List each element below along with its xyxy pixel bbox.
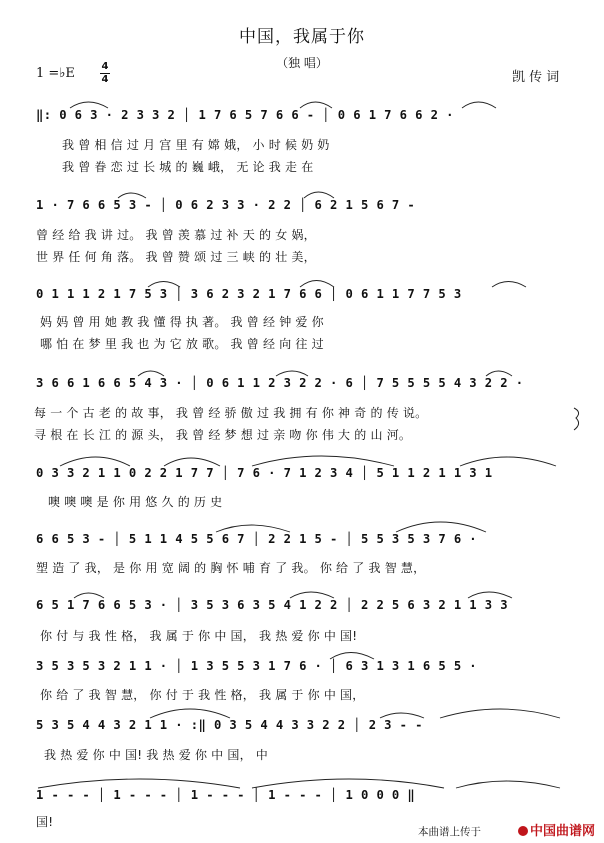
bracket-mark [574,408,579,430]
lyric-line: 世 界 任 何 角 落。 我 曾 赞 颂 过 三 峡 的 壮 美， [36,250,316,264]
slur-mark [276,371,308,376]
lyric-line: 国! [36,815,54,829]
slur-mark [38,779,240,788]
lyric-line: 你 给 了 我 智 慧， 你 付 于 我 性 格， 我 属 于 你 中 国， [40,688,365,702]
notation-line: 0 1 1 1 2 1 7 5 3 │ 3 6 2 3 2 1 7 6 6 │ 0 6 1 1 7 7 5 3 [36,287,462,301]
slur-mark [252,456,394,466]
notation-line: 3 5 3 5 3 2 1 1 · │ 1 3 5 5 3 1 7 6 · │ 6 3 1 3 1 6 5 5 · [36,659,478,673]
lyric-line: 寻 根 在 长 江 的 源 头， 我 曾 经 梦 想 过 亲 吻 你 伟 大 的 山 河。 [34,428,412,442]
lyric-line: 你 付 与 我 性 格， 我 属 于 你 中 国， 我 热 爱 你 中 国! [40,629,358,643]
slur-mark [492,282,526,288]
slur-mark [118,193,146,198]
lyric-line: 每 一 个 古 老 的 故 事， 我 曾 经 骄 傲 过 我 拥 有 你 神 奇 的 传 说。 [34,406,428,420]
slur-mark [150,709,230,718]
slur-mark [396,522,486,532]
notation-line: 6 5 1 7 6 6 5 3 · │ 3 5 3 6 3 5 4 1 2 2 │ 2 2 5 6 3 2 1 1 3 3 [36,598,508,612]
logo-dot-icon [518,826,528,836]
slur-mark [60,457,130,466]
logo-text: 中国曲谱网 [530,824,596,839]
slur-mark [330,653,374,660]
notation-line: 5 3 5 4 4 3 2 1 1 · :‖ 0 3 5 4 4 3 3 2 2 │ 2 3 - - [36,718,423,732]
slur-mark [462,102,496,108]
site-logo [518,820,595,839]
lyric-line: 我 热 爱 你 中 国! 我 热 爱 你 中 国， 中 [44,748,268,762]
slur-mark [468,592,512,598]
meter-bottom: 4 [101,74,109,85]
slur-mark [460,457,556,466]
lyric-line: 塑 造 了 我， 是 你 用 宽 阔 的 胸 怀 哺 育 了 我。 你 给 了 我 智 慧， [36,561,426,575]
notation-line: 1 · 7 6 6 5 3 - │ 0 6 2 3 3 · 2 2 │ 6 2 1 5 6 7 - [36,198,416,212]
performance-type: （独 唱） [276,56,328,70]
slur-mark [148,282,180,288]
slur-mark [456,781,560,788]
lyric-line: 哪 怕 在 梦 里 我 也 为 它 放 歌。 我 曾 经 向 往 过 [40,337,324,351]
lyric-line: 我 曾 眷 恋 过 长 城 的 巍 峨， 无 论 我 走 在 [62,160,314,174]
slur-mark [486,371,512,376]
notation-line: ‖: 0 6 3 · 2 3 3 2 │ 1 7 6 5 7 6 6 - │ 0 6 1 7 6 6 2 · [36,108,454,122]
slur-mark [380,713,424,718]
slur-mark [440,709,560,718]
slur-mark [164,458,220,466]
lyric-line: 噢 噢 噢 是 你 用 悠 久 的 历 史 [48,495,223,509]
slur-mark [216,525,290,532]
slur-mark [74,593,104,598]
slur-mark [290,592,334,598]
slur-mark [300,281,334,288]
lyric-line: 我 曾 相 信 过 月 宫 里 有 嫦 娥， 小 时 候 奶 奶 [62,138,330,152]
song-title: 中国，我属于你 [239,27,365,47]
key-signature: 1 =♭E [36,66,75,81]
lyric-line: 曾 经 给 我 讲 过。 我 曾 羡 慕 过 补 天 的 女 娲， [36,228,316,242]
notation-line: 6 6 5 3 - │ 5 1 1 4 5 5 6 7 │ 2 2 1 5 - │ 5 5 3 5 3 7 6 · [36,532,478,546]
lyricist-credit: 凯 传 词 [512,70,560,85]
meter-top: 4 [101,61,109,72]
slur-mark [304,192,334,198]
notation-line: 3 6 6 1 6 6 5 4 3 · │ 0 6 1 1 2 3 2 2 · 6 │ 7 5 5 5 5 4 3 2 2 · [36,376,524,390]
slur-mark [70,102,108,108]
slur-mark [300,102,332,108]
notation-line: 0 3 3 2 1 1 0 2 2 1 7 7 │ 7 6 · 7 1 2 3 4 │ 5 1 1 2 1 1 3 1 [36,466,493,480]
slur-mark [252,779,444,788]
upload-note: 本曲谱上传于 [418,826,481,838]
slur-mark [138,371,164,376]
lyric-line: 妈 妈 曾 用 她 教 我 懂 得 执 著。 我 曾 经 钟 爱 你 [40,315,324,329]
notation-line: 1 - - - │ 1 - - - │ 1 - - - │ 1 - - - │ 1 0 0 0 ‖ [36,788,416,802]
